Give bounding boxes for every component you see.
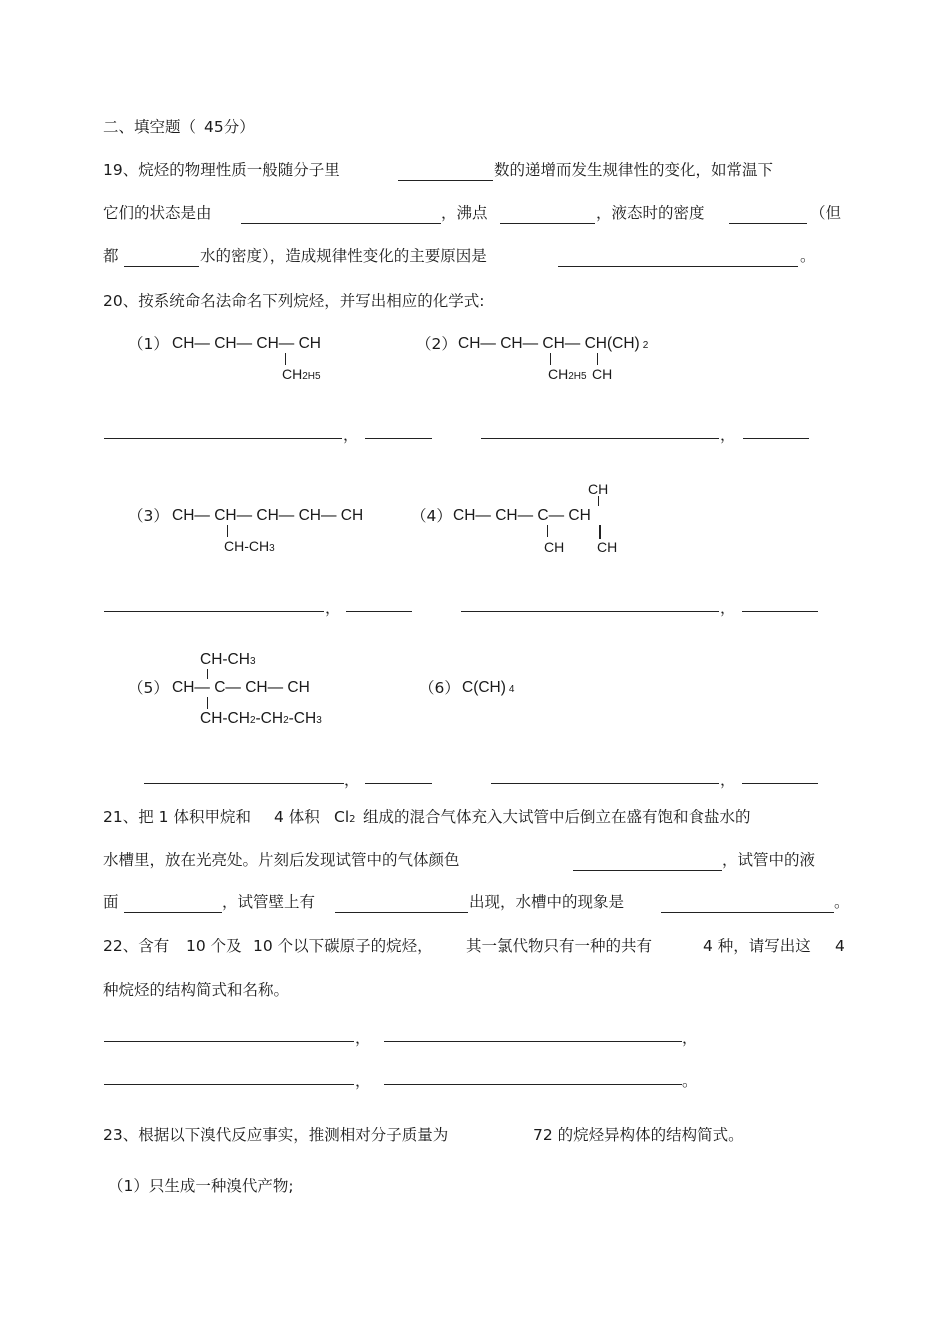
q20-3-comma: ， <box>325 599 341 617</box>
q21-blank-tank[interactable] <box>661 912 834 913</box>
q20-2-bond-2 <box>597 353 598 365</box>
q20-1-formula-blank[interactable] <box>365 438 432 439</box>
q22-blank-1[interactable] <box>104 1041 354 1042</box>
q20-2-branch-1: CH2H5 <box>548 366 587 382</box>
q20-2-formula-blank[interactable] <box>743 438 809 439</box>
q20-4-branch-1: CH <box>544 539 565 555</box>
q22-comma-1: ， <box>355 1029 371 1047</box>
q22-period: 。 <box>682 1072 698 1090</box>
q20-1-name-blank[interactable] <box>104 438 342 439</box>
q20-6-name-blank[interactable] <box>491 783 719 784</box>
q22-line1-d: 其一氯代物只有一种的共有 <box>466 937 653 955</box>
q21-blank-wall[interactable] <box>335 912 468 913</box>
q21-blank-level[interactable] <box>124 912 222 913</box>
q20-5-label: （5） <box>128 679 169 697</box>
q20-6-formula: C(CH) 4 <box>462 679 515 696</box>
q21-cl2: Cl2 <box>334 808 356 826</box>
q19-line3-a: 都 <box>103 247 119 265</box>
q20-3-bond <box>227 525 228 537</box>
q20-2-branch-2: CH <box>592 366 613 382</box>
q21-line1-d: 组成的混合气体充入大试管中后倒立在盛有饱和食盐水的 <box>363 808 751 826</box>
q21-blank-color[interactable] <box>573 870 722 871</box>
q20-4-formula-blank[interactable] <box>742 611 818 612</box>
q20-4-top-group: CH <box>588 481 609 497</box>
q20-1-comma: ， <box>343 426 359 444</box>
q21-line3-a: 面 <box>103 893 119 911</box>
q19-blank-boiling[interactable] <box>500 223 595 224</box>
q20-5-name-blank[interactable] <box>144 783 344 784</box>
q20-3-main-chain: CH— CH— CH— CH— CH <box>172 507 364 524</box>
q20-2-label: （2） <box>416 335 457 353</box>
q20-5-comma: ， <box>344 771 360 789</box>
q20-4-bond-top <box>598 496 599 506</box>
q20-3-branch: CH-CH3 <box>224 538 275 554</box>
q22-line1-a: 22、含有 <box>103 937 170 955</box>
q22-line2: 种烷烃的结构简式和名称。 <box>103 981 290 999</box>
q19-line3-b: 水的密度），造成规律性变化的主要原因是 <box>200 247 487 265</box>
section-title: 二、填空题（ 45分） <box>103 118 255 136</box>
q20-3-formula-blank[interactable] <box>346 611 412 612</box>
q20-5-top-group: CH-CH3 <box>200 651 256 668</box>
q23-line1-b: 72 的烷烃异构体的结构简式。 <box>533 1126 744 1144</box>
q22-comma-2: ， <box>682 1029 698 1047</box>
q22-blank-2[interactable] <box>384 1041 682 1042</box>
q20-2-main-chain: CH— CH— CH— CH(CH) 2 <box>458 335 649 352</box>
q20-1-label: （1） <box>128 335 169 353</box>
q20-1-branch: CH2H5 <box>282 366 321 382</box>
q20-3-name-blank[interactable] <box>104 611 324 612</box>
q23-line1-a: 23、根据以下溴代反应事实，推测相对分子质量为 <box>103 1126 449 1144</box>
q22-line1-f: 4 <box>835 937 845 955</box>
q20-4-comma: ， <box>720 599 736 617</box>
q21-line3-c: 出现，水槽中的现象是 <box>469 893 625 911</box>
q22-blank-3[interactable] <box>104 1084 354 1085</box>
q20-5-bond-bottom <box>207 697 208 709</box>
q19-line1-a: 19、烷烃的物理性质一般随分子里 <box>103 161 340 179</box>
q20-title: 20、按系统命名法命名下列烷烃，并写出相应的化学式: <box>103 292 485 310</box>
q23-part1: （1）只生成一种溴代产物; <box>108 1177 294 1195</box>
q22-line1-c: 10 个以下碳原子的烷烃， <box>253 937 433 955</box>
q21-line1-a: 21、把 1 体积甲烷和 <box>103 808 251 826</box>
q19-blank-water[interactable] <box>124 266 199 267</box>
q20-5-bond-top <box>207 669 208 679</box>
q21-line3-d: 。 <box>834 893 850 911</box>
q20-5-main-chain: CH— C— CH— CH <box>172 679 310 696</box>
q21-line3-b: ，试管壁上有 <box>222 893 316 911</box>
q22-line1-b: 10 个及 <box>186 937 242 955</box>
q20-2-comma: ， <box>720 426 736 444</box>
q20-5-bottom-group: CH-CH2-CH2-CH3 <box>200 710 322 727</box>
q20-4-label: （4） <box>411 507 452 525</box>
q21-line2-a: 水槽里，放在光亮处。片刻后发现试管中的气体颜色 <box>103 851 460 869</box>
q19-line2-a: 它们的状态是由 <box>103 204 212 222</box>
q20-6-label: （6） <box>419 679 460 697</box>
q20-6-formula-blank[interactable] <box>742 783 818 784</box>
q19-blank-density[interactable] <box>729 223 807 224</box>
q19-line2-d: （但 <box>810 204 842 222</box>
q19-line3-c: 。 <box>800 247 816 265</box>
q20-1-bond <box>285 353 286 365</box>
q20-4-main-chain: CH— CH— C— CH <box>453 507 591 524</box>
q20-3-label: （3） <box>128 507 169 525</box>
q20-2-bond-1 <box>550 353 551 365</box>
q20-6-comma: ， <box>720 771 736 789</box>
q20-1-main-chain: CH— CH— CH— CH <box>172 335 321 352</box>
q20-2-name-blank[interactable] <box>481 438 719 439</box>
q20-4-bond-1 <box>547 525 548 537</box>
q20-5-formula-blank[interactable] <box>365 783 432 784</box>
q19-line2-b: ，沸点 <box>441 204 488 222</box>
q22-comma-3: ， <box>355 1072 371 1090</box>
q19-line1-b: 数的递增而发生规律性的变化，如常温下 <box>494 161 774 179</box>
q22-blank-4[interactable] <box>384 1084 682 1085</box>
q20-4-branch-2: CH <box>597 539 618 555</box>
q19-blank-1[interactable] <box>398 180 493 181</box>
q19-line2-c: ，液态时的密度 <box>596 204 705 222</box>
q19-blank-state[interactable] <box>241 223 441 224</box>
q19-blank-reason[interactable] <box>558 266 798 267</box>
q21-line1-b: 4 体积 <box>274 808 320 826</box>
q22-line1-e: 4 种，请写出这 <box>703 937 811 955</box>
q20-4-bond-2 <box>599 525 601 539</box>
q21-line2-b: ，试管中的液 <box>722 851 816 869</box>
q20-4-name-blank[interactable] <box>461 611 719 612</box>
